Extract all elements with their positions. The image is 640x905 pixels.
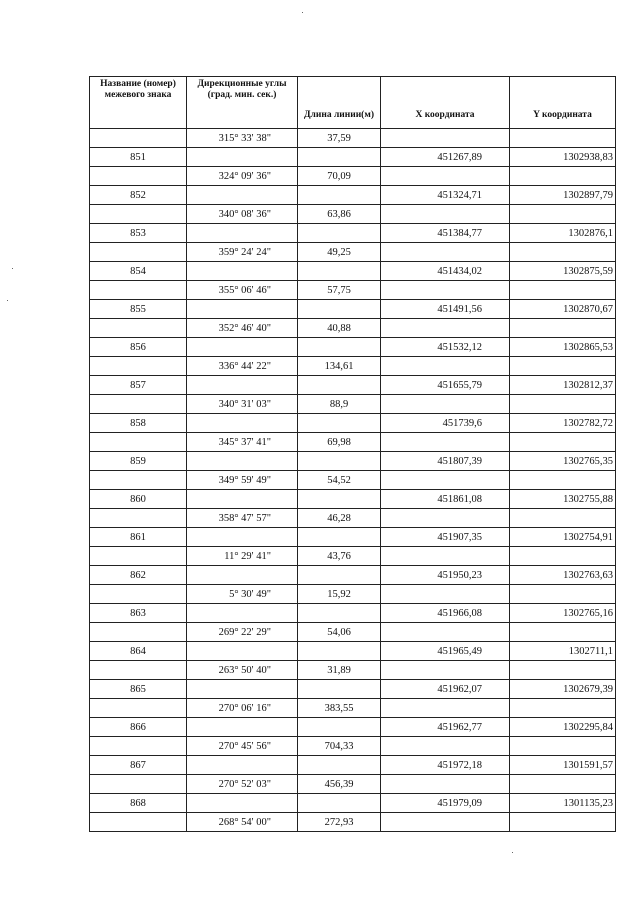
mark-name: 855 xyxy=(90,300,187,319)
segment-x-cell xyxy=(381,243,510,262)
segment-x-cell xyxy=(381,547,510,566)
segment-name-cell xyxy=(90,509,187,528)
mark-length-cell xyxy=(298,376,381,395)
mark-y: 1302711,1 xyxy=(510,642,616,661)
mark-y: 1302938,83 xyxy=(510,148,616,167)
segment-name-cell xyxy=(90,661,187,680)
mark-row xyxy=(90,224,616,243)
boundary-marks-table xyxy=(89,76,616,832)
mark-name: 853 xyxy=(90,224,187,243)
segment-y-cell xyxy=(510,205,616,224)
mark-length-cell xyxy=(298,642,381,661)
segment-name-cell xyxy=(90,547,187,566)
segment-angle: 349° 59' 49" xyxy=(187,471,298,490)
segment-angle: 355° 06' 46" xyxy=(187,281,298,300)
mark-angle-cell xyxy=(187,148,298,167)
mark-length-cell xyxy=(298,794,381,813)
mark-angle-cell xyxy=(187,794,298,813)
mark-y: 1302782,72 xyxy=(510,414,616,433)
segment-angle: 336° 44' 22" xyxy=(187,357,298,376)
segment-x-cell xyxy=(381,129,510,148)
segment-name-cell xyxy=(90,129,187,148)
mark-row xyxy=(90,490,616,509)
mark-length-cell xyxy=(298,452,381,471)
mark-y: 1302679,39 xyxy=(510,680,616,699)
segment-x-cell xyxy=(381,623,510,642)
segment-row xyxy=(90,813,616,832)
segment-length: 70,09 xyxy=(298,167,381,186)
mark-length-cell xyxy=(298,300,381,319)
segment-name-cell xyxy=(90,471,187,490)
mark-name: 865 xyxy=(90,680,187,699)
segment-angle: 358° 47' 57" xyxy=(187,509,298,528)
mark-row xyxy=(90,566,616,585)
mark-row xyxy=(90,186,616,205)
mark-name: 856 xyxy=(90,338,187,357)
segment-row xyxy=(90,585,616,604)
segment-angle: 270° 06' 16" xyxy=(187,699,298,718)
scan-speck xyxy=(7,300,8,301)
mark-x: 451861,08 xyxy=(381,490,510,509)
mark-y: 1302765,16 xyxy=(510,604,616,623)
segment-row xyxy=(90,471,616,490)
segment-angle: 352° 46' 40" xyxy=(187,319,298,338)
mark-length-cell xyxy=(298,680,381,699)
mark-length-cell xyxy=(298,338,381,357)
scan-speck xyxy=(12,268,13,269)
mark-row xyxy=(90,262,616,281)
mark-angle-cell xyxy=(187,338,298,357)
mark-x: 451532,12 xyxy=(381,338,510,357)
segment-y-cell xyxy=(510,433,616,452)
mark-row xyxy=(90,528,616,547)
segment-y-cell xyxy=(510,813,616,832)
mark-angle-cell xyxy=(187,224,298,243)
segment-x-cell xyxy=(381,509,510,528)
segment-angle: 340° 08' 36" xyxy=(187,205,298,224)
segment-angle: 263° 50' 40" xyxy=(187,661,298,680)
mark-y: 1302875,59 xyxy=(510,262,616,281)
segment-row xyxy=(90,699,616,718)
mark-x: 451979,09 xyxy=(381,794,510,813)
segment-y-cell xyxy=(510,775,616,794)
segment-y-cell xyxy=(510,395,616,414)
segment-length: 383,55 xyxy=(298,699,381,718)
segment-x-cell xyxy=(381,167,510,186)
mark-x: 451655,79 xyxy=(381,376,510,395)
segment-row xyxy=(90,737,616,756)
segment-x-cell xyxy=(381,357,510,376)
mark-y: 1301135,23 xyxy=(510,794,616,813)
mark-name: 866 xyxy=(90,718,187,737)
segment-length: 49,25 xyxy=(298,243,381,262)
mark-x: 451972,18 xyxy=(381,756,510,775)
segment-name-cell xyxy=(90,205,187,224)
segment-x-cell xyxy=(381,281,510,300)
mark-angle-cell xyxy=(187,718,298,737)
segment-name-cell xyxy=(90,319,187,338)
mark-angle-cell xyxy=(187,300,298,319)
mark-row xyxy=(90,794,616,813)
segment-length: 57,75 xyxy=(298,281,381,300)
mark-name: 857 xyxy=(90,376,187,395)
mark-angle-cell xyxy=(187,680,298,699)
mark-x: 451434,02 xyxy=(381,262,510,281)
mark-y: 1302812,37 xyxy=(510,376,616,395)
table-body xyxy=(90,129,616,832)
segment-y-cell xyxy=(510,167,616,186)
segment-y-cell xyxy=(510,357,616,376)
segment-row xyxy=(90,395,616,414)
segment-angle: 345° 37' 41" xyxy=(187,433,298,452)
mark-y: 1302865,53 xyxy=(510,338,616,357)
segment-y-cell xyxy=(510,319,616,338)
mark-length-cell xyxy=(298,604,381,623)
segment-y-cell xyxy=(510,243,616,262)
segment-angle: 11° 29' 41" xyxy=(187,547,298,566)
mark-angle-cell xyxy=(187,414,298,433)
segment-row xyxy=(90,661,616,680)
segment-x-cell xyxy=(381,471,510,490)
segment-row xyxy=(90,319,616,338)
mark-y: 1302870,67 xyxy=(510,300,616,319)
segment-y-cell xyxy=(510,509,616,528)
mark-angle-cell xyxy=(187,262,298,281)
segment-length: 54,06 xyxy=(298,623,381,642)
mark-row xyxy=(90,756,616,775)
mark-x: 451267,89 xyxy=(381,148,510,167)
segment-row xyxy=(90,205,616,224)
header-row xyxy=(90,77,616,129)
scan-speck xyxy=(512,852,513,853)
mark-length-cell xyxy=(298,148,381,167)
mark-row xyxy=(90,642,616,661)
segment-row xyxy=(90,509,616,528)
mark-x: 451965,49 xyxy=(381,642,510,661)
mark-row xyxy=(90,338,616,357)
segment-x-cell xyxy=(381,737,510,756)
mark-length-cell xyxy=(298,756,381,775)
segment-row xyxy=(90,623,616,642)
segment-x-cell xyxy=(381,699,510,718)
mark-angle-cell xyxy=(187,566,298,585)
segment-y-cell xyxy=(510,623,616,642)
segment-length: 54,52 xyxy=(298,471,381,490)
segment-length: 40,88 xyxy=(298,319,381,338)
segment-row xyxy=(90,775,616,794)
mark-x: 451739,6 xyxy=(381,414,510,433)
segment-length: 272,93 xyxy=(298,813,381,832)
segment-y-cell xyxy=(510,281,616,300)
mark-name: 860 xyxy=(90,490,187,509)
mark-angle-cell xyxy=(187,452,298,471)
mark-x: 451324,71 xyxy=(381,186,510,205)
mark-length-cell xyxy=(298,490,381,509)
segment-length: 15,92 xyxy=(298,585,381,604)
coordinates-sheet xyxy=(89,76,615,832)
segment-length: 704,33 xyxy=(298,737,381,756)
mark-name: 859 xyxy=(90,452,187,471)
segment-y-cell xyxy=(510,699,616,718)
mark-row xyxy=(90,718,616,737)
mark-angle-cell xyxy=(187,756,298,775)
segment-row xyxy=(90,243,616,262)
segment-length: 31,89 xyxy=(298,661,381,680)
segment-y-cell xyxy=(510,585,616,604)
segment-angle: 359° 24' 24" xyxy=(187,243,298,262)
segment-x-cell xyxy=(381,205,510,224)
mark-x: 451491,56 xyxy=(381,300,510,319)
segment-x-cell xyxy=(381,395,510,414)
mark-row xyxy=(90,680,616,699)
segment-name-cell xyxy=(90,167,187,186)
mark-x: 451907,35 xyxy=(381,528,510,547)
segment-x-cell xyxy=(381,661,510,680)
segment-length: 88,9 xyxy=(298,395,381,414)
segment-name-cell xyxy=(90,433,187,452)
mark-angle-cell xyxy=(187,186,298,205)
segment-x-cell xyxy=(381,813,510,832)
segment-y-cell xyxy=(510,661,616,680)
header-angle: Дирекционные углы (град. мин. сек.) xyxy=(187,77,298,129)
mark-y: 1302765,35 xyxy=(510,452,616,471)
segment-x-cell xyxy=(381,319,510,338)
mark-x: 451966,08 xyxy=(381,604,510,623)
mark-name: 862 xyxy=(90,566,187,585)
mark-length-cell xyxy=(298,414,381,433)
segment-length: 37,59 xyxy=(298,129,381,148)
mark-length-cell xyxy=(298,186,381,205)
segment-x-cell xyxy=(381,775,510,794)
mark-y: 1302295,84 xyxy=(510,718,616,737)
mark-length-cell xyxy=(298,528,381,547)
mark-x: 451950,23 xyxy=(381,566,510,585)
segment-x-cell xyxy=(381,585,510,604)
segment-angle: 5° 30' 49" xyxy=(187,585,298,604)
mark-row xyxy=(90,376,616,395)
mark-y: 1302763,63 xyxy=(510,566,616,585)
segment-name-cell xyxy=(90,281,187,300)
segment-angle: 270° 52' 03" xyxy=(187,775,298,794)
segment-row xyxy=(90,167,616,186)
mark-y: 1302876,1 xyxy=(510,224,616,243)
mark-x: 451807,39 xyxy=(381,452,510,471)
mark-row xyxy=(90,414,616,433)
segment-name-cell xyxy=(90,775,187,794)
segment-name-cell xyxy=(90,395,187,414)
segment-name-cell xyxy=(90,243,187,262)
segment-row xyxy=(90,357,616,376)
mark-x: 451962,07 xyxy=(381,680,510,699)
mark-row xyxy=(90,452,616,471)
segment-y-cell xyxy=(510,547,616,566)
mark-name: 863 xyxy=(90,604,187,623)
mark-name: 852 xyxy=(90,186,187,205)
segment-length: 46,28 xyxy=(298,509,381,528)
segment-row xyxy=(90,281,616,300)
segment-name-cell xyxy=(90,813,187,832)
mark-x: 451384,77 xyxy=(381,224,510,243)
segment-length: 43,76 xyxy=(298,547,381,566)
header-y: Y координата xyxy=(510,77,616,129)
mark-row xyxy=(90,148,616,167)
mark-name: 854 xyxy=(90,262,187,281)
segment-name-cell xyxy=(90,623,187,642)
mark-y: 1302897,79 xyxy=(510,186,616,205)
mark-row xyxy=(90,604,616,623)
segment-name-cell xyxy=(90,585,187,604)
mark-length-cell xyxy=(298,718,381,737)
mark-y: 1302754,91 xyxy=(510,528,616,547)
mark-angle-cell xyxy=(187,642,298,661)
mark-x: 451962,77 xyxy=(381,718,510,737)
segment-length: 456,39 xyxy=(298,775,381,794)
segment-y-cell xyxy=(510,129,616,148)
segment-angle: 269° 22' 29" xyxy=(187,623,298,642)
segment-y-cell xyxy=(510,737,616,756)
mark-length-cell xyxy=(298,262,381,281)
segment-y-cell xyxy=(510,471,616,490)
scan-speck xyxy=(302,12,303,13)
header-length: Длина линии(м) xyxy=(298,77,381,129)
mark-length-cell xyxy=(298,224,381,243)
segment-row xyxy=(90,547,616,566)
mark-name: 861 xyxy=(90,528,187,547)
segment-row xyxy=(90,433,616,452)
segment-length: 69,98 xyxy=(298,433,381,452)
mark-row xyxy=(90,300,616,319)
header-x: X координата xyxy=(381,77,510,129)
mark-length-cell xyxy=(298,566,381,585)
header-name: Название (номер) межевого знака xyxy=(90,77,187,129)
mark-name: 868 xyxy=(90,794,187,813)
segment-length: 134,61 xyxy=(298,357,381,376)
segment-angle: 340° 31' 03" xyxy=(187,395,298,414)
mark-y: 1301591,57 xyxy=(510,756,616,775)
segment-angle: 324° 09' 36" xyxy=(187,167,298,186)
mark-angle-cell xyxy=(187,376,298,395)
segment-angle: 315° 33' 38" xyxy=(187,129,298,148)
mark-angle-cell xyxy=(187,604,298,623)
mark-name: 864 xyxy=(90,642,187,661)
segment-length: 63,86 xyxy=(298,205,381,224)
mark-angle-cell xyxy=(187,528,298,547)
mark-name: 851 xyxy=(90,148,187,167)
segment-name-cell xyxy=(90,699,187,718)
segment-name-cell xyxy=(90,737,187,756)
segment-x-cell xyxy=(381,433,510,452)
segment-angle: 268° 54' 00" xyxy=(187,813,298,832)
segment-name-cell xyxy=(90,357,187,376)
mark-name: 858 xyxy=(90,414,187,433)
mark-y: 1302755,88 xyxy=(510,490,616,509)
mark-name: 867 xyxy=(90,756,187,775)
segment-row xyxy=(90,129,616,148)
mark-angle-cell xyxy=(187,490,298,509)
segment-angle: 270° 45' 56" xyxy=(187,737,298,756)
